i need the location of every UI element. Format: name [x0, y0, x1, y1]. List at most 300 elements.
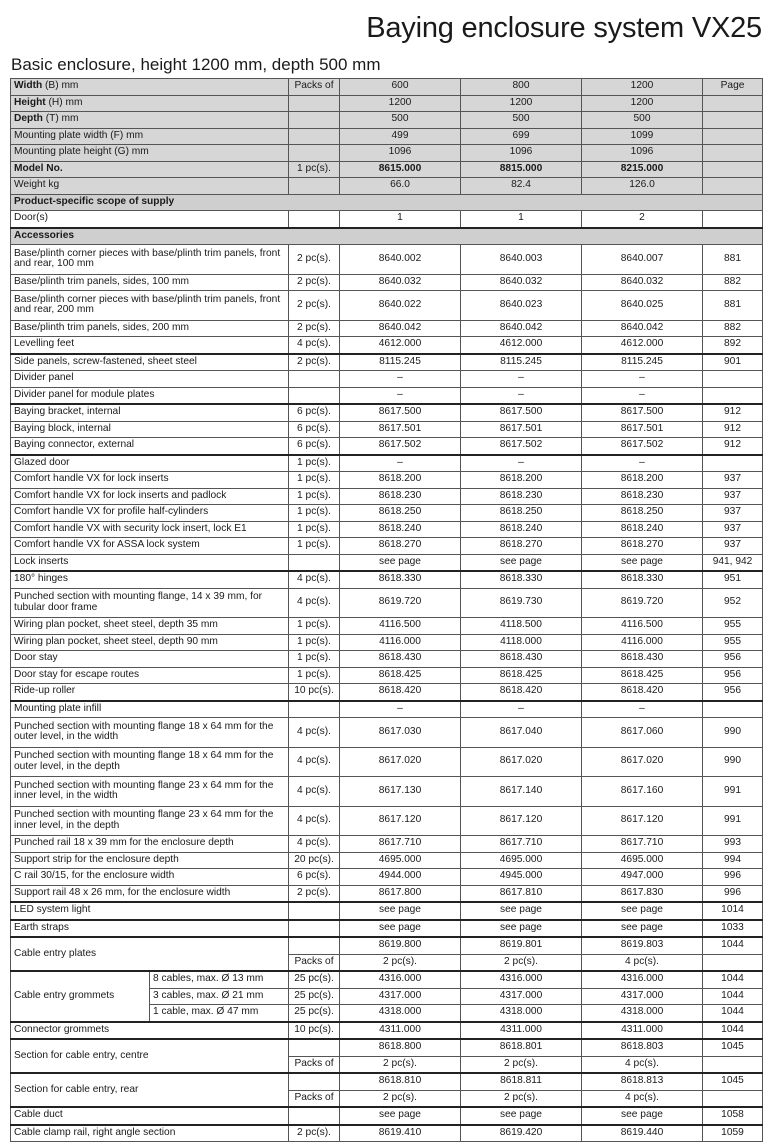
- value-cell: –: [461, 387, 582, 404]
- value-cell: 8640.003: [461, 245, 582, 275]
- page-cell: [703, 161, 763, 178]
- value-cell: 4311.000: [340, 1022, 461, 1040]
- section-header: [11, 194, 763, 211]
- row-label: Base/plinth corner pieces with base/plinth trim panels, front and rear, 200 mm: [11, 291, 289, 321]
- value-cell: 2 pc(s).: [340, 1056, 461, 1073]
- row-label: Earth straps: [11, 920, 289, 938]
- packs-cell: [289, 1039, 340, 1056]
- value-cell: 8618.240: [461, 521, 582, 538]
- accessory-row: [11, 274, 763, 291]
- row-label: Baying block, internal: [11, 421, 289, 438]
- packs-cell: [289, 128, 340, 145]
- sub-label: 1 cable, max. Ø 47 mm: [150, 1005, 289, 1022]
- packs-cell: 4 pc(s).: [289, 718, 340, 748]
- row-label: Comfort handle VX for lock inserts and padlock: [11, 488, 289, 505]
- page-cell: 881: [703, 245, 763, 275]
- page-cell: 1058: [703, 1107, 763, 1125]
- page-cell: [703, 1056, 763, 1073]
- value-cell: 8618.425: [340, 667, 461, 684]
- spec-table-body: [11, 79, 763, 1142]
- value-cell: 500: [340, 112, 461, 129]
- packs-cell: 2 pc(s).: [289, 320, 340, 337]
- page-cell: 951: [703, 571, 763, 588]
- page-cell: 990: [703, 718, 763, 748]
- packs-cell: Packs of: [289, 79, 340, 96]
- row-label: Base/plinth trim panels, sides, 200 mm: [11, 320, 289, 337]
- value-cell: 8617.501: [340, 421, 461, 438]
- value-cell: 1099: [582, 128, 703, 145]
- value-cell: 8617.020: [461, 747, 582, 777]
- accessory-row: [11, 554, 763, 571]
- sub-label: 8 cables, max. Ø 13 mm: [150, 971, 289, 988]
- value-cell: –: [461, 371, 582, 388]
- value-cell: 8617.800: [340, 885, 461, 902]
- value-cell: 4317.000: [340, 988, 461, 1005]
- value-cell: 8618.425: [582, 667, 703, 684]
- accessory-row: [11, 455, 763, 472]
- value-cell: see page: [461, 920, 582, 938]
- page-cell: [703, 455, 763, 472]
- packs-cell: 4 pc(s).: [289, 571, 340, 588]
- row-label: Divider panel for module plates: [11, 387, 289, 404]
- page-cell: 956: [703, 684, 763, 701]
- value-cell: 8618.200: [461, 472, 582, 489]
- value-cell: 4118.500: [461, 618, 582, 635]
- page-cell: [703, 701, 763, 718]
- value-cell: 1: [461, 211, 582, 228]
- packs-cell: [289, 211, 340, 228]
- packs-cell: [289, 701, 340, 718]
- row-label: Comfort handle VX for ASSA lock system: [11, 538, 289, 555]
- value-cell: 1096: [340, 145, 461, 162]
- value-cell: 8618.330: [340, 571, 461, 588]
- accessory-row: [11, 245, 763, 275]
- value-cell: 8618.250: [461, 505, 582, 522]
- accessory-row: [11, 869, 763, 886]
- row-label: Cable entry grommets: [11, 971, 150, 1022]
- page-cell: 882: [703, 274, 763, 291]
- value-cell: see page: [582, 902, 703, 920]
- page-cell: 941, 942: [703, 554, 763, 571]
- value-cell: 8640.025: [582, 291, 703, 321]
- row-label: Section for cable entry, rear: [11, 1073, 289, 1107]
- value-cell: 8617.120: [340, 806, 461, 836]
- grommet-row: [11, 971, 763, 988]
- row-label: Support strip for the enclosure depth: [11, 852, 289, 869]
- page-cell: [703, 211, 763, 228]
- sub-label: 3 cables, max. Ø 21 mm: [150, 988, 289, 1005]
- row-label: Base/plinth corner pieces with base/plinth trim panels, front and rear, 100 mm: [11, 245, 289, 275]
- row-label: Depth (T) mm: [11, 112, 289, 129]
- value-cell: 8617.501: [582, 421, 703, 438]
- row-label: Ride-up roller: [11, 684, 289, 701]
- value-cell: see page: [461, 1107, 582, 1125]
- accessory-row: [11, 1022, 763, 1040]
- packs-cell: 1 pc(s).: [289, 521, 340, 538]
- value-cell: 4612.000: [461, 337, 582, 354]
- packs-cell: 2 pc(s).: [289, 245, 340, 275]
- page-cell: 937: [703, 521, 763, 538]
- accessory-row: [11, 618, 763, 635]
- page-cell: 956: [703, 651, 763, 668]
- value-cell: 8615.000: [340, 161, 461, 178]
- packs-cell: 6 pc(s).: [289, 404, 340, 421]
- row-label: Punched section with mounting flange 23 x 64 mm for the inner level, in the depth: [11, 806, 289, 836]
- value-cell: 8640.007: [582, 245, 703, 275]
- packs-cell: 20 pc(s).: [289, 852, 340, 869]
- value-cell: 82.4: [461, 178, 582, 195]
- page-cell: 955: [703, 618, 763, 635]
- accessory-row: [11, 404, 763, 421]
- row-label: Door(s): [11, 211, 289, 228]
- row-label: Support rail 48 x 26 mm, for the enclosure width: [11, 885, 289, 902]
- value-cell: 8618.240: [340, 521, 461, 538]
- packs-cell: 4 pc(s).: [289, 747, 340, 777]
- accessory-row: [11, 337, 763, 354]
- value-cell: 8618.270: [340, 538, 461, 555]
- page-cell: 1014: [703, 902, 763, 920]
- accessory-row: [11, 634, 763, 651]
- value-cell: see page: [340, 554, 461, 571]
- row-label: Mounting plate width (F) mm: [11, 128, 289, 145]
- value-cell: –: [582, 701, 703, 718]
- value-cell: 8619.803: [582, 937, 703, 954]
- packs-cell: [289, 902, 340, 920]
- packs-cell: 1 pc(s).: [289, 538, 340, 555]
- accessory-row: [11, 667, 763, 684]
- value-cell: 4116.500: [582, 618, 703, 635]
- value-cell: 8640.032: [582, 274, 703, 291]
- packs-cell: 6 pc(s).: [289, 438, 340, 455]
- value-cell: 8618.420: [461, 684, 582, 701]
- value-cell: 8619.800: [340, 937, 461, 954]
- value-cell: 8618.810: [340, 1073, 461, 1090]
- value-cell: 8618.330: [461, 571, 582, 588]
- value-cell: 4317.000: [461, 988, 582, 1005]
- page-cell: 993: [703, 836, 763, 853]
- value-cell: 8619.420: [461, 1125, 582, 1142]
- row-label: Punched section with mounting flange, 14 x 39 mm, for tubular door frame: [11, 588, 289, 618]
- spec-row: [11, 112, 763, 129]
- row-label: Cable entry plates: [11, 937, 289, 971]
- accessory-row: [11, 354, 763, 371]
- accessory-row: [11, 1125, 763, 1142]
- packs-cell: 4 pc(s).: [289, 836, 340, 853]
- accessory-row: [11, 937, 763, 954]
- accessory-row: [11, 505, 763, 522]
- packs-cell: [289, 95, 340, 112]
- value-cell: 8619.730: [461, 588, 582, 618]
- value-cell: 1096: [461, 145, 582, 162]
- value-cell: 4318.000: [582, 1005, 703, 1022]
- packs-cell: [289, 145, 340, 162]
- spec-row: [11, 145, 763, 162]
- spec-row: [11, 178, 763, 195]
- page-title: Baying enclosure system VX25: [366, 12, 762, 44]
- row-label: Glazed door: [11, 455, 289, 472]
- row-label: Model No.: [11, 161, 289, 178]
- value-cell: 8618.270: [582, 538, 703, 555]
- value-cell: 8115.245: [340, 354, 461, 371]
- value-cell: 600: [340, 79, 461, 96]
- section-title: Accessories: [11, 228, 763, 245]
- value-cell: 8619.720: [582, 588, 703, 618]
- value-cell: 4695.000: [340, 852, 461, 869]
- value-cell: 4612.000: [340, 337, 461, 354]
- row-label: Comfort handle VX for lock inserts: [11, 472, 289, 489]
- value-cell: see page: [340, 902, 461, 920]
- row-label: Cable duct: [11, 1107, 289, 1125]
- value-cell: 2 pc(s).: [340, 954, 461, 971]
- value-cell: 8618.420: [340, 684, 461, 701]
- page-cell: 990: [703, 747, 763, 777]
- packs-cell: 25 pc(s).: [289, 988, 340, 1005]
- row-label: Wiring plan pocket, sheet steel, depth 35 mm: [11, 618, 289, 635]
- row-label: Lock inserts: [11, 554, 289, 571]
- row-label: Wiring plan pocket, sheet steel, depth 90 mm: [11, 634, 289, 651]
- page-cell: 912: [703, 404, 763, 421]
- value-cell: 8617.710: [461, 836, 582, 853]
- page-cell: 1059: [703, 1125, 763, 1142]
- row-label: Section for cable entry, centre: [11, 1039, 289, 1073]
- row-label: Width (B) mm: [11, 79, 289, 96]
- value-cell: see page: [340, 920, 461, 938]
- accessory-row: [11, 836, 763, 853]
- value-cell: –: [340, 455, 461, 472]
- packs-cell: 25 pc(s).: [289, 1005, 340, 1022]
- row-label: Connector grommets: [11, 1022, 289, 1040]
- accessory-row: [11, 806, 763, 836]
- accessory-row: [11, 1107, 763, 1125]
- page-cell: 1044: [703, 971, 763, 988]
- value-cell: 500: [461, 112, 582, 129]
- page-cell: 991: [703, 777, 763, 807]
- row-label: Baying connector, external: [11, 438, 289, 455]
- value-cell: 8618.200: [340, 472, 461, 489]
- page-cell: 937: [703, 505, 763, 522]
- value-cell: see page: [582, 1107, 703, 1125]
- row-label: Divider panel: [11, 371, 289, 388]
- table-row: [11, 211, 763, 228]
- value-cell: 2 pc(s).: [340, 1090, 461, 1107]
- packs-cell: 2 pc(s).: [289, 1125, 340, 1142]
- packs-cell: 4 pc(s).: [289, 588, 340, 618]
- page-cell: 881: [703, 291, 763, 321]
- packs-label-cell: Packs of: [289, 1056, 340, 1073]
- packs-cell: 10 pc(s).: [289, 684, 340, 701]
- row-label: Side panels, screw-fastened, sheet steel: [11, 354, 289, 371]
- value-cell: 8618.811: [461, 1073, 582, 1090]
- accessory-row: [11, 438, 763, 455]
- value-cell: see page: [340, 1107, 461, 1125]
- value-cell: 499: [340, 128, 461, 145]
- row-label: Levelling feet: [11, 337, 289, 354]
- accessory-row: [11, 588, 763, 618]
- accessory-row: [11, 852, 763, 869]
- value-cell: 8618.230: [340, 488, 461, 505]
- packs-cell: 4 pc(s).: [289, 777, 340, 807]
- packs-cell: [289, 937, 340, 954]
- value-cell: 8618.230: [582, 488, 703, 505]
- value-cell: 8618.270: [461, 538, 582, 555]
- packs-cell: 1 pc(s).: [289, 505, 340, 522]
- value-cell: 699: [461, 128, 582, 145]
- value-cell: 8618.430: [582, 651, 703, 668]
- value-cell: 4 pc(s).: [582, 1090, 703, 1107]
- packs-cell: 1 pc(s).: [289, 161, 340, 178]
- value-cell: 4695.000: [461, 852, 582, 869]
- value-cell: 1200: [461, 95, 582, 112]
- page-cell: 956: [703, 667, 763, 684]
- packs-cell: 2 pc(s).: [289, 291, 340, 321]
- value-cell: 8617.120: [461, 806, 582, 836]
- value-cell: 8617.020: [582, 747, 703, 777]
- value-cell: –: [340, 387, 461, 404]
- page-cell: 882: [703, 320, 763, 337]
- row-label: Mounting plate infill: [11, 701, 289, 718]
- value-cell: 2: [582, 211, 703, 228]
- page-cell: Page: [703, 79, 763, 96]
- value-cell: 8640.032: [461, 274, 582, 291]
- accessory-row: [11, 571, 763, 588]
- value-cell: 2 pc(s).: [461, 1090, 582, 1107]
- value-cell: 8640.042: [340, 320, 461, 337]
- packs-cell: [289, 1107, 340, 1125]
- value-cell: 4695.000: [582, 852, 703, 869]
- row-label: Base/plinth trim panels, sides, 100 mm: [11, 274, 289, 291]
- value-cell: 66.0: [340, 178, 461, 195]
- value-cell: 4947.000: [582, 869, 703, 886]
- packs-cell: [289, 920, 340, 938]
- value-cell: see page: [582, 554, 703, 571]
- value-cell: see page: [461, 902, 582, 920]
- value-cell: 4118.000: [461, 634, 582, 651]
- row-label: Comfort handle VX with security lock insert, lock E1: [11, 521, 289, 538]
- packs-cell: 6 pc(s).: [289, 869, 340, 886]
- value-cell: 4316.000: [340, 971, 461, 988]
- accessory-row: [11, 371, 763, 388]
- row-label: Door stay for escape routes: [11, 667, 289, 684]
- value-cell: 8640.042: [582, 320, 703, 337]
- value-cell: 8618.801: [461, 1039, 582, 1056]
- page-cell: 994: [703, 852, 763, 869]
- page-cell: 937: [703, 488, 763, 505]
- row-label: Weight kg: [11, 178, 289, 195]
- accessory-row: [11, 651, 763, 668]
- page-cell: 901: [703, 354, 763, 371]
- value-cell: 8617.500: [340, 404, 461, 421]
- value-cell: 8617.160: [582, 777, 703, 807]
- page-subtitle: Basic enclosure, height 1200 mm, depth 500 mm: [11, 55, 381, 74]
- value-cell: 8618.430: [461, 651, 582, 668]
- value-cell: –: [582, 371, 703, 388]
- page-cell: [703, 95, 763, 112]
- packs-cell: [289, 112, 340, 129]
- page-cell: 1045: [703, 1073, 763, 1090]
- value-cell: –: [582, 455, 703, 472]
- accessory-row: [11, 718, 763, 748]
- packs-cell: 2 pc(s).: [289, 354, 340, 371]
- packs-cell: 1 pc(s).: [289, 488, 340, 505]
- accessory-row: [11, 488, 763, 505]
- value-cell: 8617.030: [340, 718, 461, 748]
- value-cell: 8617.120: [582, 806, 703, 836]
- value-cell: 8617.040: [461, 718, 582, 748]
- row-label: 180° hinges: [11, 571, 289, 588]
- value-cell: 126.0: [582, 178, 703, 195]
- page-cell: [703, 1090, 763, 1107]
- value-cell: 4311.000: [582, 1022, 703, 1040]
- value-cell: 4 pc(s).: [582, 1056, 703, 1073]
- page-cell: 1045: [703, 1039, 763, 1056]
- packs-cell: 2 pc(s).: [289, 885, 340, 902]
- accessory-row: [11, 1073, 763, 1090]
- page-cell: 955: [703, 634, 763, 651]
- accessory-row: [11, 421, 763, 438]
- accessory-row: [11, 701, 763, 718]
- spec-row: [11, 128, 763, 145]
- page-cell: 996: [703, 885, 763, 902]
- accessory-row: [11, 538, 763, 555]
- value-cell: 4612.000: [582, 337, 703, 354]
- packs-cell: 4 pc(s).: [289, 337, 340, 354]
- packs-cell: [289, 371, 340, 388]
- packs-cell: 1 pc(s).: [289, 455, 340, 472]
- row-label: Mounting plate height (G) mm: [11, 145, 289, 162]
- value-cell: 8618.250: [340, 505, 461, 522]
- row-label: Baying bracket, internal: [11, 404, 289, 421]
- accessory-row: [11, 387, 763, 404]
- value-cell: 1200: [340, 95, 461, 112]
- value-cell: 1200: [582, 95, 703, 112]
- page-cell: [703, 178, 763, 195]
- packs-cell: [289, 387, 340, 404]
- value-cell: 4318.000: [461, 1005, 582, 1022]
- value-cell: 8640.002: [340, 245, 461, 275]
- value-cell: 8640.022: [340, 291, 461, 321]
- page-cell: 1044: [703, 1005, 763, 1022]
- value-cell: 8640.042: [461, 320, 582, 337]
- value-cell: 4116.500: [340, 618, 461, 635]
- accessory-row: [11, 521, 763, 538]
- accessory-row: [11, 472, 763, 489]
- packs-cell: [289, 178, 340, 195]
- packs-label-cell: Packs of: [289, 1090, 340, 1107]
- spec-row: [11, 161, 763, 178]
- packs-cell: 1 pc(s).: [289, 651, 340, 668]
- value-cell: 8617.020: [340, 747, 461, 777]
- packs-cell: [289, 1073, 340, 1090]
- value-cell: 8617.502: [461, 438, 582, 455]
- value-cell: see page: [461, 554, 582, 571]
- page-cell: 996: [703, 869, 763, 886]
- page-cell: [703, 112, 763, 129]
- value-cell: 8617.060: [582, 718, 703, 748]
- value-cell: 8115.245: [582, 354, 703, 371]
- accessory-row: [11, 902, 763, 920]
- packs-cell: 6 pc(s).: [289, 421, 340, 438]
- value-cell: 8617.140: [461, 777, 582, 807]
- value-cell: 500: [582, 112, 703, 129]
- accessory-row: [11, 885, 763, 902]
- packs-cell: 1 pc(s).: [289, 634, 340, 651]
- value-cell: see page: [582, 920, 703, 938]
- packs-cell: 4 pc(s).: [289, 806, 340, 836]
- value-cell: 8618.803: [582, 1039, 703, 1056]
- value-cell: 1096: [582, 145, 703, 162]
- page-cell: [703, 387, 763, 404]
- value-cell: 2 pc(s).: [461, 1056, 582, 1073]
